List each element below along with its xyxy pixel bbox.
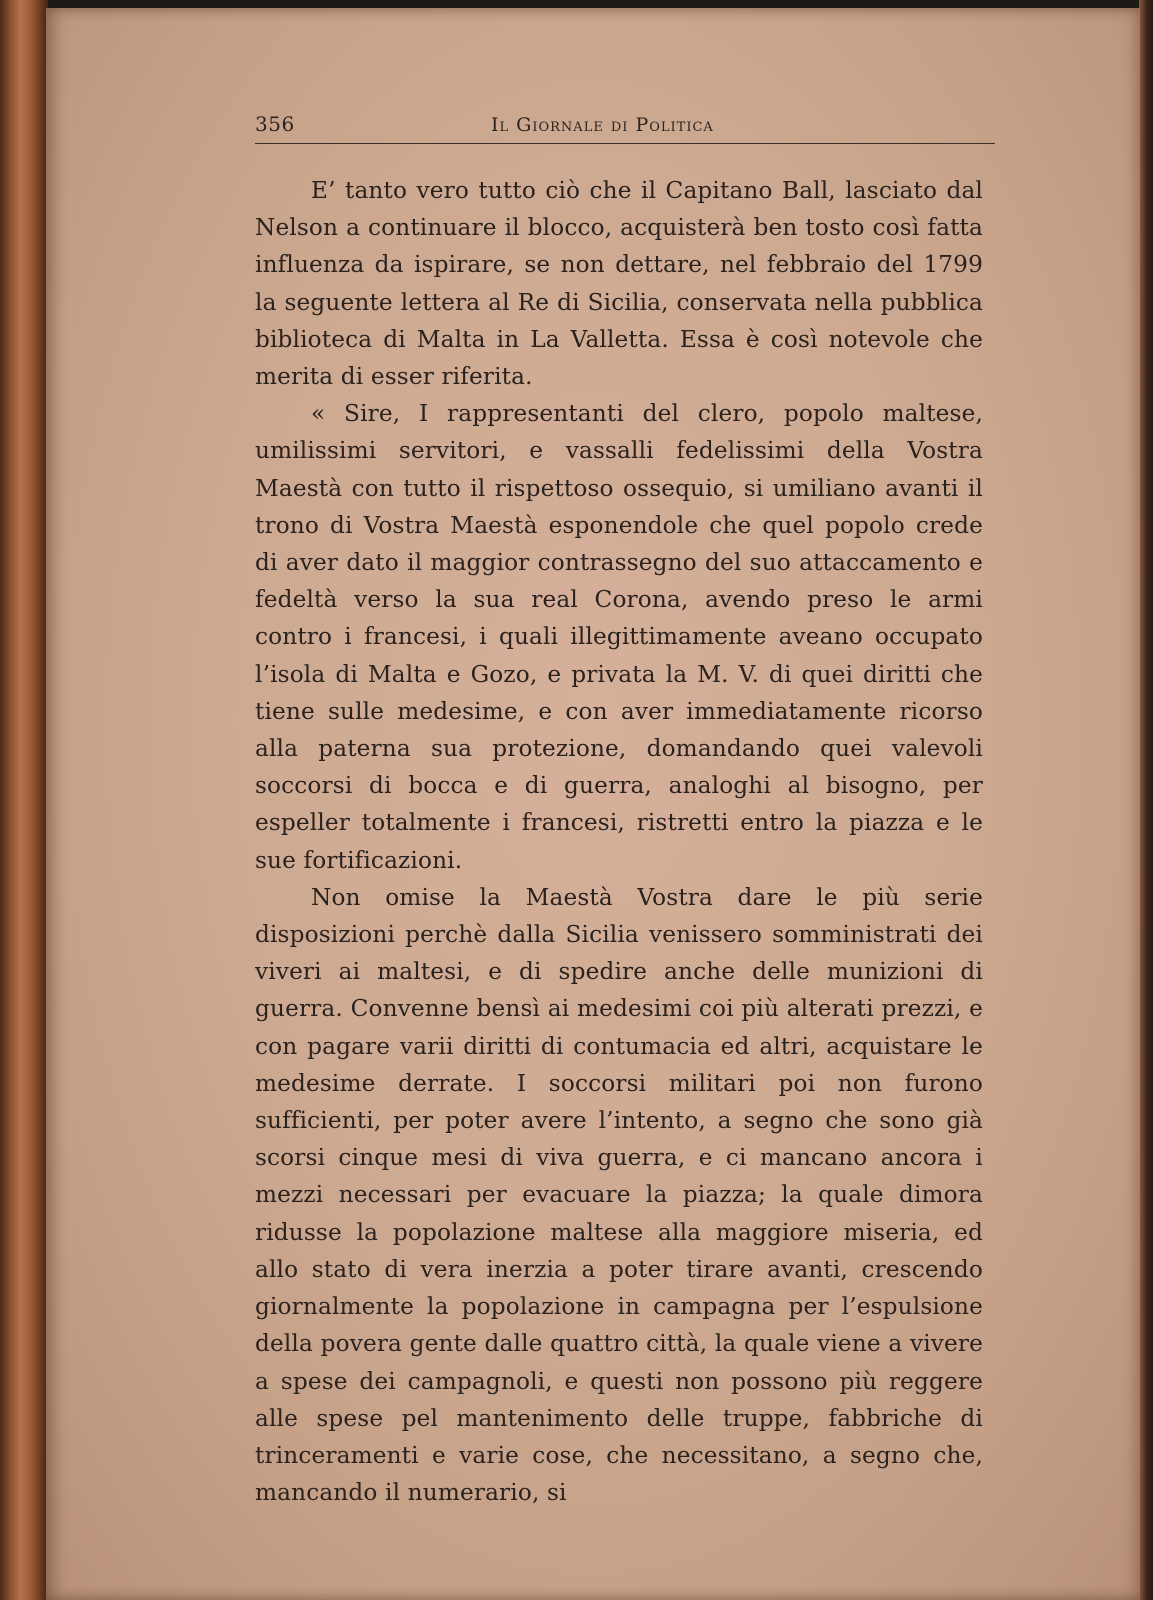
header-rule <box>255 143 995 144</box>
book-binding <box>0 0 48 1600</box>
page-number: 356 <box>255 112 295 136</box>
paragraph: « Sire, I rappresentanti del clero, popolo maltese, umilissimi servitori, e vassalli fedelissimi della Vostra Maestà con tutto il rispettoso ossequio, si umiliano avanti il trono di Vostra Maestà esponendole che quel popolo crede di aver dato il maggior contrassegno del suo attaccamento e fedeltà verso la sua real Corona, avendo preso le armi contro i francesi, i quali illegittimamente aveano occupato l’isola di Malta e Gozo, e privata la M. V. di quei diritti che tiene sulle medesime, e con aver immediatamente ricorso alla paterna sua protezione, domandando quei valevoli soccorsi di bocca e di guerra, analoghi al bisogno, per espeller totalmente i francesi, ristretti entro la piazza e le sue fortificazioni. <box>255 400 983 874</box>
running-title: Il Giornale di Politica <box>491 114 714 136</box>
page-right-edge <box>1139 0 1153 1600</box>
paragraph: Non omise la Maestà Vostra dare le più serie disposizioni perchè dalla Sicilia venissero somministrati dei viveri ai maltesi, e di spedire anche delle munizioni di guerra. Convenne bensì ai medesimi coi più alterati prezzi, e con pagare varii diritti di contumacia ed altri, acquistare le medesime derrate. I soccorsi militari poi non furono sufficienti, per poter avere l’intento, a segno che sono già scorsi cinque mesi di viva guerra, e ci mancano ancora i mezzi necessari per evacuare la piazza; la quale dimora ridusse la popolazione maltese alla maggiore miseria, ed allo stato di vera inerzia a poter tirare avanti, crescendo giornalmente la popolazione in campagna per l’espulsione della povera gente dalle quattro città, la quale viene a vivere a spese dei campagnoli, e questi non possono più reggere alle spese pel mantenimento delle truppe, fabbriche di trinceramenti e varie cose, che necessitano, a segno che, mancando il numerario, si <box>255 883 983 1507</box>
page-header <box>255 112 995 146</box>
paragraph: E’ tanto vero tutto ciò che il Capitano Ball, lasciato dal Nelson a continuare il blocco, acquisterà ben tosto così fatta influenza da ispirare, se non dettare, nel febbraio del 1799 la seguente lettera al Re di Sicilia, conservata nella pubblica biblioteca di Malta in La Valletta. Essa è così notevole che merita di esser riferita. <box>255 177 983 391</box>
body-text <box>255 172 983 1511</box>
